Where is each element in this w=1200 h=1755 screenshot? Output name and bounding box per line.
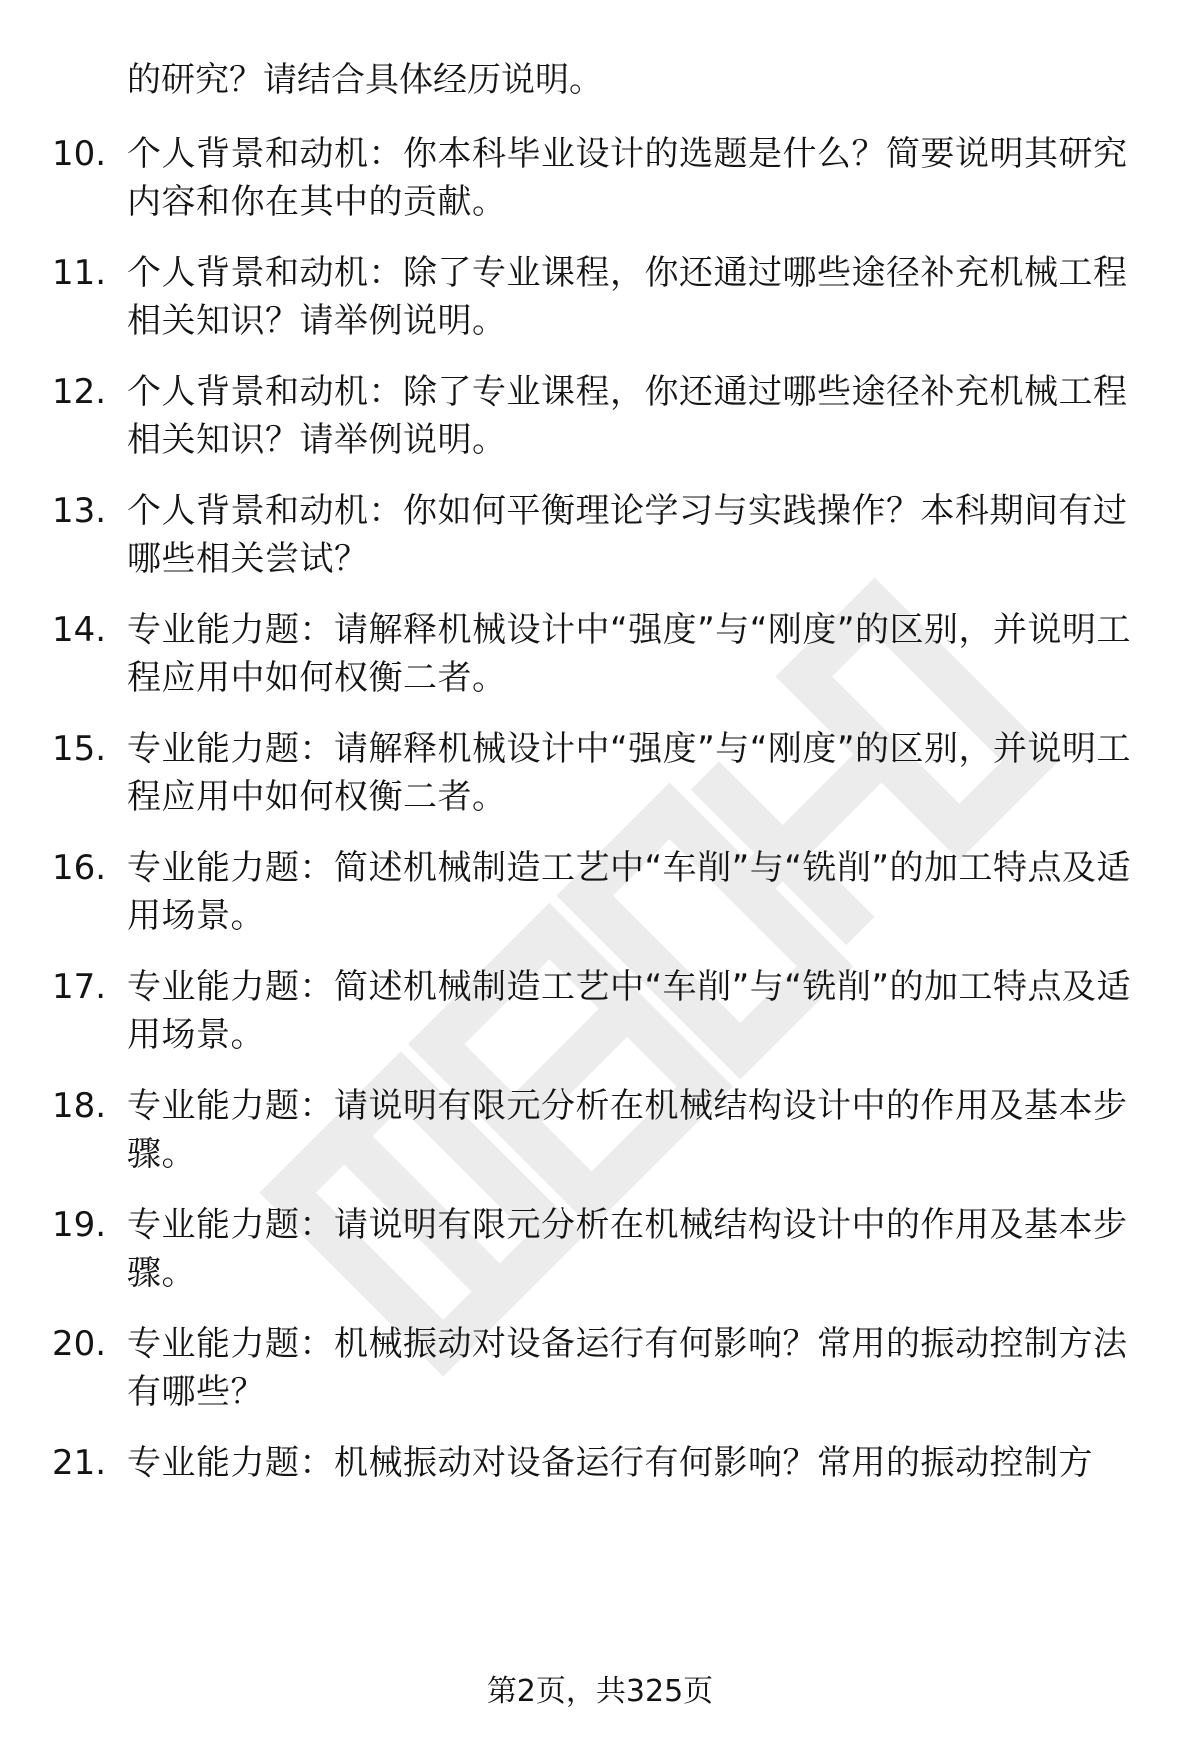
item-text: 个人背景和动机：你如何平衡理论学习与实践操作？本科期间有过哪些相关尝试？ [127, 491, 1128, 579]
item-text: 专业能力题：机械振动对设备运行有何影响？常用的振动控制方 [127, 1443, 1093, 1483]
item-text: 个人背景和动机：除了专业课程，你还通过哪些途径补充机械工程相关知识？请举例说明。 [127, 372, 1128, 460]
item-text: 专业能力题：请解释机械设计中“强度”与“刚度”的区别，并说明工程应用中如何权衡二者。 [127, 610, 1131, 698]
item-number: 16. [52, 848, 107, 888]
item-number: 21. [52, 1443, 107, 1483]
item-number: 15. [52, 729, 107, 769]
item-text: 专业能力题：简述机械制造工艺中“车削”与“铣削”的加工特点及适用场景。 [127, 848, 1131, 936]
item-number: 13. [52, 491, 107, 531]
item-number: 12. [52, 372, 107, 412]
item-text: 专业能力题：请解释机械设计中“强度”与“刚度”的区别，并说明工程应用中如何权衡二者。 [127, 729, 1131, 817]
item-text: 个人背景和动机：除了专业课程，你还通过哪些途径补充机械工程相关知识？请举例说明。 [127, 253, 1128, 341]
item-text: 专业能力题：机械振动对设备运行有何影响？常用的振动控制方法有哪些？ [127, 1324, 1128, 1412]
item-text: 专业能力题：请说明有限元分析在机械结构设计中的作用及基本步骤。 [127, 1205, 1128, 1293]
item-number: 17. [52, 967, 107, 1007]
item-number: 20. [52, 1324, 107, 1364]
item-number: 11. [52, 253, 107, 293]
item-number: 14. [52, 610, 107, 650]
item-text: 专业能力题：请说明有限元分析在机械结构设计中的作用及基本步骤。 [127, 1086, 1128, 1174]
item-text: 个人背景和动机：你本科毕业设计的选题是什么？简要说明其研究内容和你在其中的贡献。 [127, 134, 1128, 222]
item-number: 10. [52, 134, 107, 174]
page-footer: 第2页，共325页 [486, 1674, 714, 1709]
continuation-text: 的研究？请结合具体经历说明。 [127, 60, 603, 100]
item-number: 18. [52, 1086, 107, 1126]
item-number: 19. [52, 1205, 107, 1245]
item-text: 专业能力题：简述机械制造工艺中“车削”与“铣削”的加工特点及适用场景。 [127, 967, 1131, 1055]
